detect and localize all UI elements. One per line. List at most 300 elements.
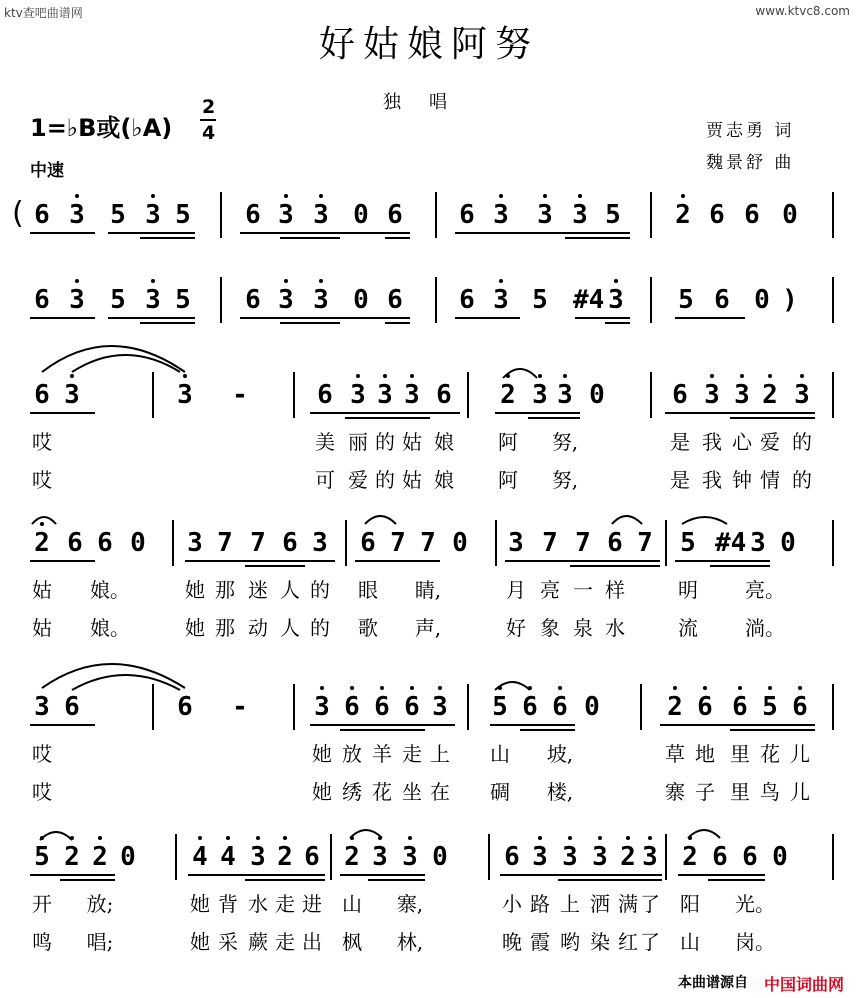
note: 6 bbox=[34, 285, 50, 315]
note: 6 bbox=[374, 692, 390, 722]
barline bbox=[293, 684, 295, 730]
note: 5 bbox=[175, 200, 191, 230]
note: 3 bbox=[432, 692, 448, 722]
slur bbox=[682, 517, 727, 524]
note: 5 bbox=[492, 692, 508, 722]
beam-line bbox=[345, 417, 430, 419]
note: 4 bbox=[220, 842, 236, 872]
barline bbox=[640, 684, 642, 730]
lyric-verse-2: 染 bbox=[590, 930, 610, 954]
note: 0 bbox=[120, 842, 136, 872]
lyric-verse-1: 儿 bbox=[790, 742, 810, 766]
note: 3 bbox=[508, 528, 524, 558]
lyric-verse-2: 她 bbox=[190, 930, 210, 954]
high-octave-dot bbox=[438, 686, 442, 690]
lyric-verse-2: 姑 bbox=[32, 616, 52, 640]
lyric-verse-1: 山 bbox=[342, 892, 362, 916]
lyric-verse-1: 娘。 bbox=[90, 578, 130, 602]
lyric-verse-2: 娘 bbox=[434, 468, 454, 492]
note: 2 bbox=[344, 842, 360, 872]
lyric-verse-2: 走 bbox=[275, 930, 295, 954]
lyric-verse-1: 那 bbox=[215, 578, 235, 602]
note: 3 bbox=[572, 200, 588, 230]
barline bbox=[220, 277, 222, 323]
note: 4 bbox=[192, 842, 208, 872]
beam-line bbox=[500, 874, 662, 876]
lyric-verse-2: 动 bbox=[248, 616, 268, 640]
beam-line bbox=[185, 560, 335, 562]
beam-line bbox=[310, 412, 460, 414]
footer-site[interactable]: 中国词曲网 bbox=[764, 975, 845, 994]
beam-line bbox=[665, 412, 815, 414]
lyric-verse-1: 哎 bbox=[32, 430, 52, 454]
lyric-verse-2: 可 bbox=[315, 468, 335, 492]
lyric-verse-1: 迷 bbox=[248, 578, 268, 602]
high-octave-dot bbox=[538, 836, 542, 840]
time-signature-numerator: 2 bbox=[202, 96, 216, 118]
beam-line bbox=[188, 874, 325, 876]
slur bbox=[40, 832, 72, 840]
note: 3 bbox=[532, 842, 548, 872]
slur bbox=[32, 517, 56, 524]
barline bbox=[345, 520, 347, 566]
high-octave-dot bbox=[558, 686, 562, 690]
lyric-verse-1: 放; bbox=[86, 892, 114, 916]
slur bbox=[688, 830, 720, 838]
high-octave-dot bbox=[75, 194, 79, 198]
note: 3 bbox=[493, 285, 509, 315]
lyric-verse-1: 阳 bbox=[680, 892, 700, 916]
barline bbox=[832, 834, 834, 880]
high-octave-dot bbox=[528, 686, 532, 690]
lyric-verse-2: 绣 bbox=[342, 780, 362, 804]
high-octave-dot bbox=[738, 686, 742, 690]
lyric-verse-1: 明 bbox=[678, 578, 698, 602]
high-octave-dot bbox=[681, 194, 685, 198]
note: 3 bbox=[69, 200, 85, 230]
high-octave-dot bbox=[98, 836, 102, 840]
beam-line bbox=[570, 565, 660, 567]
beam-line bbox=[455, 317, 520, 319]
barline bbox=[172, 520, 174, 566]
note: 2 bbox=[500, 380, 516, 410]
note: 3 bbox=[69, 285, 85, 315]
barline bbox=[832, 684, 834, 730]
note: 3 bbox=[493, 200, 509, 230]
lyric-verse-1: 的 bbox=[310, 578, 330, 602]
note: 5 bbox=[678, 285, 694, 315]
high-octave-dot bbox=[226, 836, 230, 840]
note: 3 bbox=[187, 528, 203, 558]
high-octave-dot bbox=[410, 374, 414, 378]
lyric-verse-2: 花 bbox=[372, 780, 392, 804]
beam-line bbox=[565, 237, 630, 239]
note: 2 bbox=[667, 692, 683, 722]
note: 3 bbox=[34, 692, 50, 722]
note: 0 bbox=[130, 528, 146, 558]
note: 6 bbox=[504, 842, 520, 872]
lyric-verse-2: 的 bbox=[310, 616, 330, 640]
watermark-right: www.ktvc8.com bbox=[755, 4, 850, 18]
lyric-verse-1: 她 bbox=[190, 892, 210, 916]
lyric-verse-2: 采 bbox=[218, 930, 238, 954]
lyric-verse-1: 是 bbox=[670, 430, 690, 454]
high-octave-dot bbox=[319, 194, 323, 198]
barline bbox=[665, 520, 667, 566]
note: 3 bbox=[350, 380, 366, 410]
note: #4 bbox=[715, 528, 747, 558]
note: 6 bbox=[712, 842, 728, 872]
lyric-verse-1: 人 bbox=[280, 578, 300, 602]
note: 0 bbox=[432, 842, 448, 872]
high-octave-dot bbox=[598, 836, 602, 840]
note: 6 bbox=[709, 200, 725, 230]
lyric-verse-1: 背 bbox=[218, 892, 238, 916]
note: 7 bbox=[542, 528, 558, 558]
lyric-verse-2: 霞 bbox=[530, 930, 550, 954]
note: 6 bbox=[282, 528, 298, 558]
lyric-verse-2: 情 bbox=[760, 468, 780, 492]
lyric-verse-2: 歌 bbox=[358, 616, 378, 640]
barline bbox=[495, 520, 497, 566]
note: 3 bbox=[592, 842, 608, 872]
note: 6 bbox=[387, 285, 403, 315]
lyric-verse-1: 小 bbox=[502, 892, 522, 916]
note: 3 bbox=[750, 528, 766, 558]
lyric-verse-2: 努, bbox=[551, 468, 579, 492]
note: 2 bbox=[620, 842, 636, 872]
high-octave-dot bbox=[410, 686, 414, 690]
barline bbox=[293, 372, 295, 418]
lyric-verse-1: 她 bbox=[312, 742, 332, 766]
high-octave-dot bbox=[688, 836, 692, 840]
high-octave-dot bbox=[183, 374, 187, 378]
note: 0 bbox=[589, 380, 605, 410]
lyric-verse-1: 上 bbox=[430, 742, 450, 766]
lyric-verse-2: 泉 bbox=[573, 616, 593, 640]
high-octave-dot bbox=[499, 194, 503, 198]
beam-line bbox=[340, 874, 425, 876]
lyric-verse-1: 努, bbox=[551, 430, 579, 454]
beam-line bbox=[310, 724, 455, 726]
lyric-verse-1: 亮。 bbox=[745, 578, 785, 602]
beam-line bbox=[368, 879, 425, 881]
high-octave-dot bbox=[319, 279, 323, 283]
lyric-verse-2: 寨 bbox=[665, 780, 685, 804]
note: 2 bbox=[682, 842, 698, 872]
beam-line bbox=[385, 237, 410, 239]
note: 6 bbox=[387, 200, 403, 230]
note: 6 bbox=[792, 692, 808, 722]
beam-line bbox=[30, 724, 95, 726]
lyric-verse-1: 寨, bbox=[396, 892, 424, 916]
lyric-verse-2: 碉 bbox=[490, 780, 510, 804]
beam-line bbox=[30, 560, 95, 562]
high-octave-dot bbox=[380, 686, 384, 690]
barline bbox=[650, 277, 652, 323]
note: 2 bbox=[64, 842, 80, 872]
high-octave-dot bbox=[543, 194, 547, 198]
note: 0 bbox=[353, 285, 369, 315]
bracket-mark: ( bbox=[12, 196, 24, 231]
beam-line bbox=[495, 412, 580, 414]
note: 3 bbox=[402, 842, 418, 872]
lyric-verse-2: 红 bbox=[618, 930, 638, 954]
lyric-verse-1: 开 bbox=[32, 892, 52, 916]
lyric-verse-1: 的 bbox=[375, 430, 395, 454]
high-octave-dot bbox=[563, 374, 567, 378]
footer-source: 本曲谱源自 bbox=[678, 975, 748, 991]
high-octave-dot bbox=[578, 194, 582, 198]
high-octave-dot bbox=[40, 522, 44, 526]
lyric-verse-1: 爱 bbox=[760, 430, 780, 454]
lyric-verse-1: 娘 bbox=[434, 430, 454, 454]
beam-line bbox=[240, 317, 410, 319]
note: 5 bbox=[605, 200, 621, 230]
high-octave-dot bbox=[151, 194, 155, 198]
lyric-verse-1: 眼 bbox=[358, 578, 378, 602]
slur bbox=[42, 346, 185, 372]
note: 3 bbox=[312, 528, 328, 558]
note: 0 bbox=[772, 842, 788, 872]
beam-line bbox=[708, 879, 765, 881]
note: 2 bbox=[277, 842, 293, 872]
lyric-verse-1: 水 bbox=[248, 892, 268, 916]
beam-line bbox=[140, 237, 195, 239]
note: 6 bbox=[97, 528, 113, 558]
note: 7 bbox=[637, 528, 653, 558]
beam-line bbox=[528, 417, 580, 419]
high-octave-dot bbox=[498, 686, 502, 690]
beam-line bbox=[730, 729, 815, 731]
barline bbox=[330, 834, 332, 880]
note: 6 bbox=[714, 285, 730, 315]
note: 6 bbox=[245, 285, 261, 315]
note: 3 bbox=[372, 842, 388, 872]
beam-line bbox=[605, 322, 630, 324]
note: 5 bbox=[532, 285, 548, 315]
lyric-verse-2: 的 bbox=[792, 468, 812, 492]
note: 5 bbox=[110, 200, 126, 230]
note: 0 bbox=[584, 692, 600, 722]
beam-line bbox=[245, 565, 305, 567]
lyric-verse-2: 楼, bbox=[546, 780, 574, 804]
lyric-verse-1: 心 bbox=[732, 430, 752, 454]
high-octave-dot bbox=[383, 374, 387, 378]
note: 6 bbox=[360, 528, 376, 558]
high-octave-dot bbox=[538, 374, 542, 378]
high-octave-dot bbox=[506, 374, 510, 378]
lyric-verse-2: 象 bbox=[540, 616, 560, 640]
note: 6 bbox=[732, 692, 748, 722]
slur bbox=[72, 355, 180, 372]
note: 7 bbox=[217, 528, 233, 558]
lyric-verse-2: 里 bbox=[730, 780, 750, 804]
note: 6 bbox=[672, 380, 688, 410]
high-octave-dot bbox=[70, 374, 74, 378]
note: 5 bbox=[175, 285, 191, 315]
note: - bbox=[232, 380, 248, 410]
note: 3 bbox=[404, 380, 420, 410]
beam-line bbox=[455, 232, 630, 234]
lyric-verse-2: 鸣 bbox=[32, 930, 52, 954]
lyric-verse-2: 鸟 bbox=[760, 780, 780, 804]
note: 0 bbox=[782, 200, 798, 230]
note: 0 bbox=[353, 200, 369, 230]
lyric-verse-2: 坐 bbox=[402, 780, 422, 804]
barline bbox=[435, 277, 437, 323]
barline bbox=[220, 192, 222, 238]
barline bbox=[435, 192, 437, 238]
barline bbox=[650, 372, 652, 418]
note: 6 bbox=[552, 692, 568, 722]
note: 5 bbox=[110, 285, 126, 315]
note: 3 bbox=[64, 380, 80, 410]
note: 3 bbox=[313, 285, 329, 315]
note: 6 bbox=[177, 692, 193, 722]
note: 3 bbox=[734, 380, 750, 410]
note: 6 bbox=[522, 692, 538, 722]
lyric-verse-1: 洒 bbox=[590, 892, 610, 916]
lyric-verse-1: 睛, bbox=[414, 578, 442, 602]
lyric-verse-1: 一 bbox=[573, 578, 593, 602]
lyric-verse-1: 光。 bbox=[735, 892, 775, 916]
note: 6 bbox=[64, 692, 80, 722]
lyric-verse-2: 流 bbox=[678, 616, 698, 640]
lyric-verse-2: 在 bbox=[430, 780, 450, 804]
beam-line bbox=[30, 317, 95, 319]
note: 2 bbox=[675, 200, 691, 230]
beam-line bbox=[558, 879, 662, 881]
barline bbox=[832, 372, 834, 418]
song-title: 好姑娘阿努 bbox=[318, 24, 539, 65]
note: 6 bbox=[607, 528, 623, 558]
note: 3 bbox=[794, 380, 810, 410]
high-octave-dot bbox=[800, 374, 804, 378]
note: 3 bbox=[377, 380, 393, 410]
high-octave-dot bbox=[648, 836, 652, 840]
barline bbox=[832, 277, 834, 323]
beam-line bbox=[340, 729, 425, 731]
lyric-verse-1: 姑 bbox=[402, 430, 422, 454]
barline bbox=[467, 684, 469, 730]
barline bbox=[665, 834, 667, 880]
note: 3 bbox=[145, 285, 161, 315]
note: 7 bbox=[250, 528, 266, 558]
lyric-verse-2: 哟 bbox=[560, 930, 580, 954]
key-signature: 1=♭B或(♭A) bbox=[30, 114, 173, 142]
lyric-verse-2: 晚 bbox=[502, 930, 522, 954]
lyric-verse-2: 儿 bbox=[790, 780, 810, 804]
note: 2 bbox=[92, 842, 108, 872]
beam-line bbox=[490, 724, 575, 726]
lyricist-credit: 贾志勇 词 bbox=[706, 121, 795, 141]
beam-line bbox=[520, 729, 575, 731]
note: 3 bbox=[537, 200, 553, 230]
beam-line bbox=[710, 565, 770, 567]
high-octave-dot bbox=[740, 374, 744, 378]
note: 6 bbox=[697, 692, 713, 722]
note: 5 bbox=[762, 692, 778, 722]
note: 6 bbox=[436, 380, 452, 410]
high-octave-dot bbox=[198, 836, 202, 840]
note: 6 bbox=[744, 200, 760, 230]
beam-line bbox=[30, 874, 115, 876]
tempo-marking: 中速 bbox=[30, 161, 64, 181]
note: - bbox=[232, 692, 248, 722]
lyric-verse-2: 哎 bbox=[32, 468, 52, 492]
high-octave-dot bbox=[626, 836, 630, 840]
slur bbox=[612, 516, 642, 524]
lyric-verse-1: 走 bbox=[275, 892, 295, 916]
high-octave-dot bbox=[798, 686, 802, 690]
lyric-verse-2: 的 bbox=[375, 468, 395, 492]
high-octave-dot bbox=[350, 836, 354, 840]
beam-line bbox=[385, 322, 410, 324]
beam-line bbox=[60, 879, 115, 881]
lyric-verse-2: 好 bbox=[506, 616, 526, 640]
barline bbox=[650, 192, 652, 238]
lyric-verse-1: 美 bbox=[315, 430, 335, 454]
beam-line bbox=[108, 317, 195, 319]
lyric-verse-1: 姑 bbox=[32, 578, 52, 602]
beam-line bbox=[575, 317, 630, 319]
note: 6 bbox=[317, 380, 333, 410]
note: 6 bbox=[304, 842, 320, 872]
lyric-verse-1: 了 bbox=[640, 892, 660, 916]
note: 3 bbox=[704, 380, 720, 410]
lyric-verse-1: 地 bbox=[695, 742, 715, 766]
high-octave-dot bbox=[284, 194, 288, 198]
note: 5 bbox=[680, 528, 696, 558]
barline bbox=[175, 834, 177, 880]
beam-line bbox=[675, 560, 770, 562]
lyric-verse-2: 枫 bbox=[342, 930, 362, 954]
note: 6 bbox=[245, 200, 261, 230]
lyric-verse-1: 的 bbox=[792, 430, 812, 454]
beam-line bbox=[355, 560, 440, 562]
barline bbox=[467, 372, 469, 418]
high-octave-dot bbox=[673, 686, 677, 690]
high-octave-dot bbox=[70, 836, 74, 840]
lyric-verse-2: 娘。 bbox=[90, 616, 130, 640]
note: 2 bbox=[762, 380, 778, 410]
barline bbox=[832, 192, 834, 238]
note: 3 bbox=[532, 380, 548, 410]
lyric-verse-1: 山 bbox=[490, 742, 510, 766]
lyric-verse-1: 月 bbox=[506, 578, 526, 602]
high-octave-dot bbox=[151, 279, 155, 283]
note: 6 bbox=[459, 200, 475, 230]
lyric-verse-1: 哎 bbox=[32, 742, 52, 766]
lyric-verse-2: 声, bbox=[414, 616, 442, 640]
note: 7 bbox=[420, 528, 436, 558]
lyric-verse-1: 样 bbox=[605, 578, 625, 602]
composer-credit: 魏景舒 曲 bbox=[706, 153, 795, 173]
beam-line bbox=[240, 232, 410, 234]
high-octave-dot bbox=[768, 686, 772, 690]
lyric-verse-2: 哎 bbox=[32, 780, 52, 804]
lyric-verse-2: 那 bbox=[215, 616, 235, 640]
note: 3 bbox=[250, 842, 266, 872]
lyric-verse-1: 她 bbox=[185, 578, 205, 602]
lyric-verse-1: 里 bbox=[730, 742, 750, 766]
lyric-verse-2: 阿 bbox=[498, 468, 518, 492]
beam-line bbox=[140, 322, 195, 324]
note: 3 bbox=[145, 200, 161, 230]
song-subtitle: 独唱 bbox=[383, 92, 475, 113]
high-octave-dot bbox=[284, 279, 288, 283]
